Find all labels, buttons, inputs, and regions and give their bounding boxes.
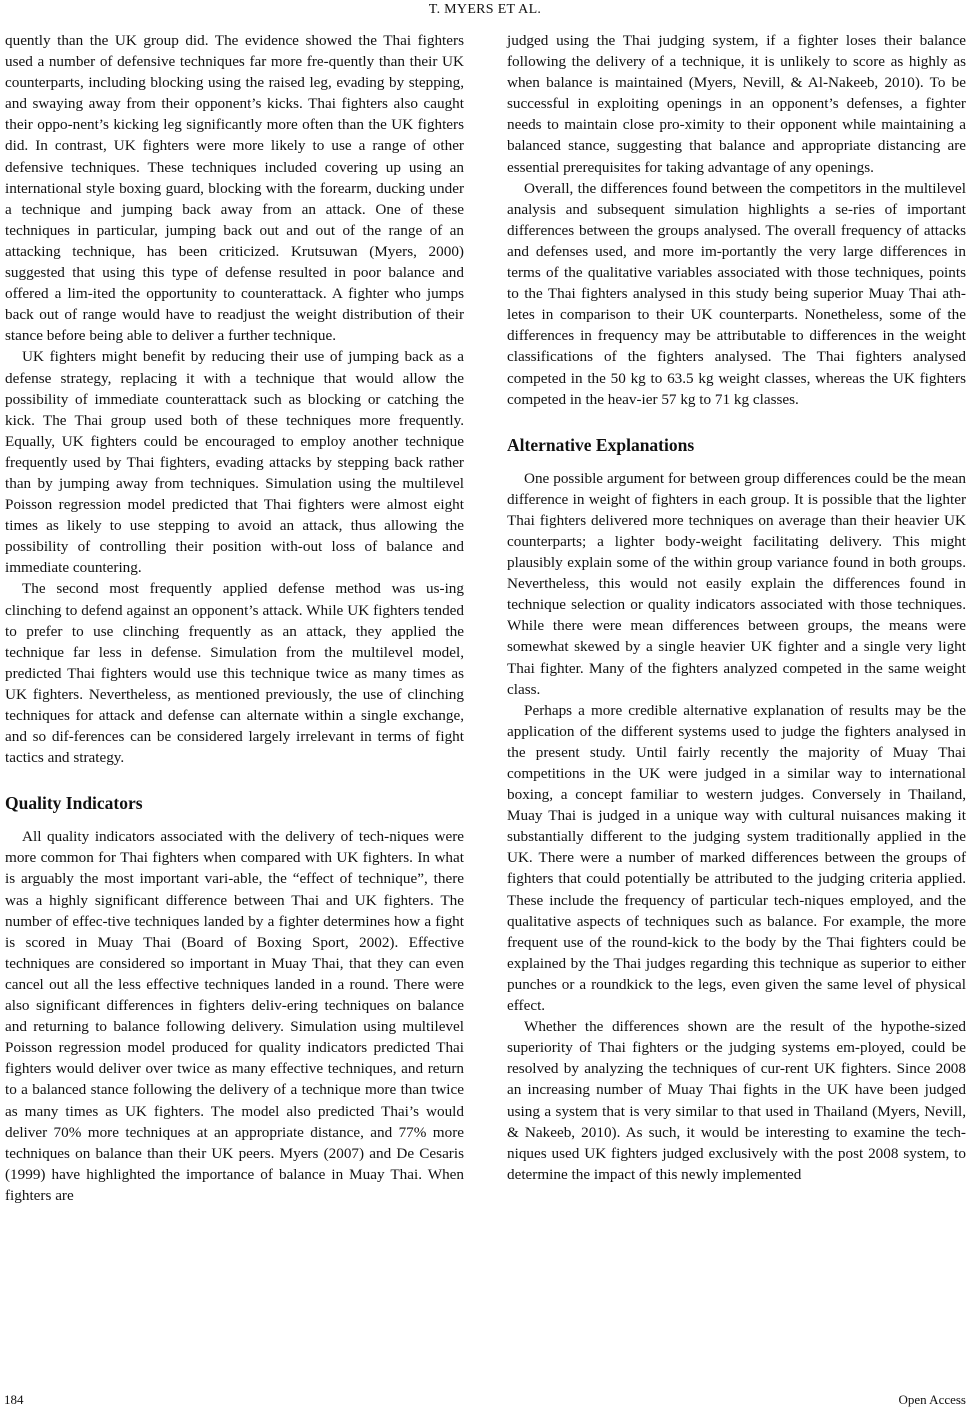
section-heading: Alternative Explanations (507, 434, 695, 455)
left-column (5, 30, 464, 1206)
paragraph: quently than the UK group did. The evidence showed the Thai fighters used a number of defensive techniques far more fre-quently than their UK counterparts, including blocking using the raised leg, evading by stepping, and swaying away from their opponent’s kicks. Thai fighters also caught their oppo-nent’s kicking leg significantly more often than the UK fighters did. In contrast, UK fighters were more likely to use a range of other defensive techniques. These techniques included covering up using an international style boxing guard, blocking with the forearm, ducking under a technique and jumping back away from an attack. One of these techniques in particular, jumping back out and out of the range of an attacking technique, has been criticized. Krutsuwan (Myers, 2000) suggested that using this type of defense resulted in poor balance and offered a lim-ited the opportunity to counterattack. A fighter who jumps back out of range would have to readjust the weight distribution of their stance before being able to deliver a further technique. (5, 32, 464, 345)
paragraph: judged using the Thai judging system, if a fighter loses their balance following the delivery of a technique, it is unlikely to score as highly as when balance is maintained (Myers, Nevill, & Al-Nakeeb, 2010). To be successful in exploiting openings in an opponent’s defenses, a fighter needs to maintain close pro-ximity to their opponent while maintaining a balanced stance, suggesting that balance and appropriate distancing are essential prerequisites for taking advantage of any openings. (507, 32, 966, 176)
journal-label: Open Access (898, 1392, 966, 1407)
section-heading: Quality Indicators (5, 793, 143, 814)
right-column (507, 30, 966, 1185)
running-head: T. MYERS ET AL. (428, 2, 542, 17)
paragraph: All quality indicators associated with the delivery of tech-niques were more common for Thai fighters when compared with UK fighters. In what is arguably the most important vari-able, the “effect of technique”, there was a highly significant difference between Thai and UK fighters. The number of effec-tive techniques landed by a fighter determines how a fight is scored in Muay Thai (Board of Boxing Sport, 2002). Effective techniques are considered so important in Muay Thai, that they can even cancel out all the less effective techniques landed in a round. There were also significant differences in fighters deliv-ering techniques on balance and returning to balance following delivery. Simulation using multilevel Poisson regression model produced for quality indicators predicted Thai fighters would deliver over twice as many effective techniques, and return to a balanced stance following the delivery of a technique more than twice as many times as UK fighters. The model also predicted Thai’s would deliver 70% more techniques at an appropriate distance, and 77% more techniques on balance than their UK peers. Myers (2007) and De Cesaris (1999) have highlighted the importance of balance in Muay Thai. When fighters are (5, 828, 464, 1204)
paragraph: The second most frequently applied defense method was us-ing clinching to defend against an opponent’s attack. While UK fighters tended to prefer to use clinching frequently as an attack, they applied the technique far less in defense. Simulation from the multilevel model, predicted Thai fighters would use this technique twice as many times as UK fighters. Nevertheless, as mentioned previously, the use of clinching techniques for attack and defense can alternate within a single exchange, and so dif-ferences can be considered largely irrelevant in terms of fight tactics and strategy. (5, 580, 464, 767)
paragraph: Whether the differences shown are the result of the hypothe-sized superiority of Thai fighters or the judging systems em-ployed, could be resolved by analyzing the techniques of cur-rent UK fighters. Since 2008 an increasing number of Muay Thai fights in the UK have been judged using a system that is very similar to that used in Thailand (Myers, Nevill, & Nakeeb, 2010). As such, it would be interesting to examine the tech-niques used UK fighters judged exclusively with the post 2008 system, to determine the impact of this newly implemented (507, 1018, 966, 1183)
paragraph: Overall, the differences found between the competitors in the multilevel analysis and subsequent simulation highlights a se-ries of important differences between the groups analysed. The overall frequency of attacks and defenses used, and more im-portantly the very large differences in terms of the qualitative variables associated with those techniques, points to the Thai fighters analysed in this study being superior Muay Thai ath-letes in comparison to their UK counterparts. Nonetheless, some of the differences in frequency may be attributable to differences in the weight classifications of the fighters analysed. The Thai fighters analysed competed in the 50 kg to 63.5 kg weight classes, whereas the UK fighters competed in the heav-ier 57 kg to 71 kg classes. (507, 179, 966, 408)
page-number: 184 (4, 1392, 24, 1407)
paragraph: UK fighters might benefit by reducing their use of jumping back as a defense strategy, replacing it with a technique that would allow the possibility of immediate counterattack such as blocking or catching the kick. The Thai group used both of these techniques more frequently. Equally, UK fighters could be encouraged to employ another technique frequently used by Thai fighters, evading attacks by stepping back rather than by jumping away from techniques. Simulation using the multilevel Poisson regression model predicted that Thai fighters were almost eight times as likely to use stepping to avoid an attack, thus allowing the possibility of controlling their position with-out loss of balance and immediate countering. (5, 348, 464, 577)
paragraph: One possible argument for between group differences could be the mean difference in weight of fighters in each group. It is possible that the lighter Thai fighters delivered more techniques on average than their heavier UK counterparts; a lighter body-weight facilitating delivery. This might plausibly explain some of the within group variance found in both groups. Nevertheless, this would not easily explain the differences found in technique selection or quality indicators associated with those techniques. While there were mean differences between groups, the means were somewhat skewed by a single heavier UK fighter and a single very light Thai fighter. Many of the fighters analyzed competed in the same weight class. (507, 469, 966, 698)
paragraph: Perhaps a more credible alternative explanation of results may be the application of the different systems used to judge the fighters analysed in the present study. Until fairly recently the majority of Muay Thai competitions in the UK were judged in a similar way to international boxing, a concept familiar to western judges. Conversely in Thailand, Muay Thai is judged in a unique way with cultural nuisances making it substantially different to the judging system traditionally applied in the UK. There were a number of marked differences between the groups of fighters that could potentially be attributed to the judging criteria applied. These include the frequency of particular tech-niques employed, and the qualitative aspects of techniques such as balance. For example, the more frequent use of the round-kick to the body by the Thai fighters could be explained by the Thai judges regarding this technique as superior to either punches or a roundkick to the legs, even given the same level of physical effect. (507, 701, 966, 1015)
